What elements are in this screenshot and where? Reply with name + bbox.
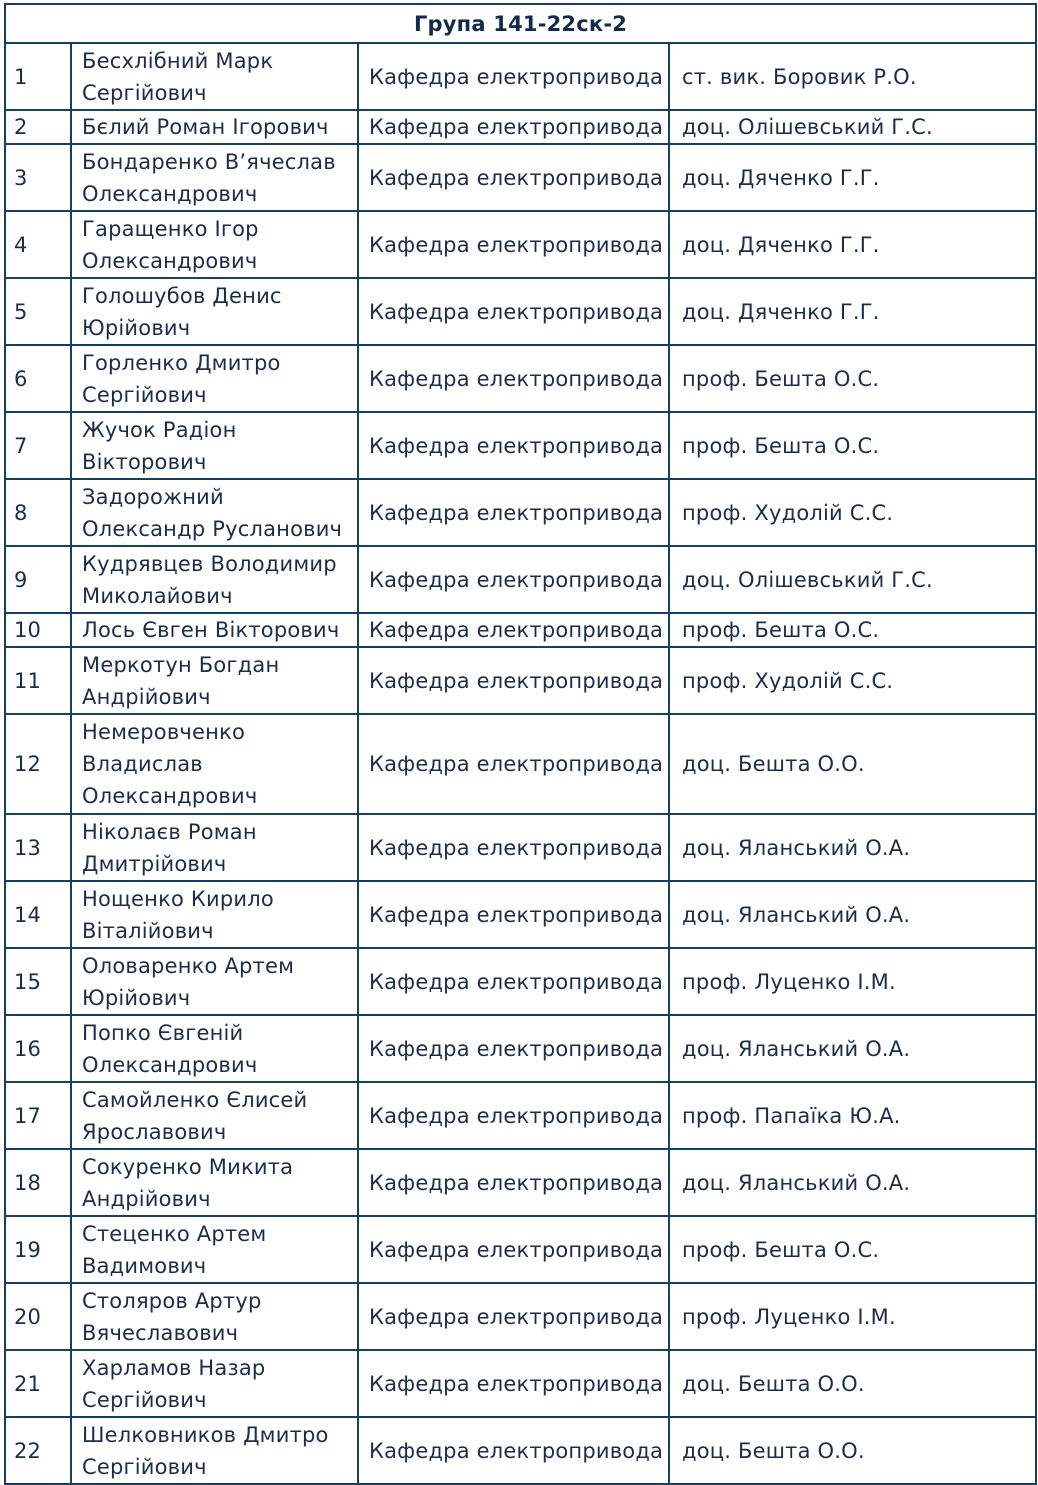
roster-sheet — [4, 3, 1035, 1485]
table-row — [5, 613, 1036, 647]
row-number: 8 — [5, 479, 71, 546]
department-name: Кафедра електропривода — [358, 144, 669, 211]
supervisor-name: проф. Худолій С.С. — [669, 479, 1036, 546]
table-row — [5, 211, 1036, 278]
row-number: 7 — [5, 412, 71, 479]
table-row — [5, 1082, 1036, 1149]
department-name: Кафедра електропривода — [358, 412, 669, 479]
row-number: 20 — [5, 1283, 71, 1350]
supervisor-name: проф. Луценко І.М. — [669, 948, 1036, 1015]
department-name: Кафедра електропривода — [358, 278, 669, 345]
supervisor-name: доц. Яланський О.А. — [669, 1149, 1036, 1216]
student-name: Харламов Назар Сергійович — [71, 1350, 358, 1417]
table-row — [5, 412, 1036, 479]
row-number: 18 — [5, 1149, 71, 1216]
supervisor-name: проф. Бешта О.С. — [669, 412, 1036, 479]
table-row — [5, 948, 1036, 1015]
row-number: 14 — [5, 881, 71, 948]
supervisor-name: ст. вик. Боровик Р.О. — [669, 43, 1036, 110]
row-number: 15 — [5, 948, 71, 1015]
student-name: Гаращенко Ігор Олександрович — [71, 211, 358, 278]
table-row — [5, 647, 1036, 714]
student-name: Немеровченко Владислав Олександрович — [71, 714, 358, 814]
supervisor-name: доц. Олішевський Г.С. — [669, 546, 1036, 613]
table-row — [5, 110, 1036, 144]
table-row — [5, 1283, 1036, 1350]
table-row — [5, 345, 1036, 412]
department-name: Кафедра електропривода — [358, 479, 669, 546]
student-name: Попко Євгеній Олександрович — [71, 1015, 358, 1082]
student-name: Лось Євген Вікторович — [71, 613, 358, 647]
row-number: 22 — [5, 1417, 71, 1484]
supervisor-name: доц. Дяченко Г.Г. — [669, 144, 1036, 211]
supervisor-name: доц. Яланський О.А. — [669, 1015, 1036, 1082]
department-name: Кафедра електропривода — [358, 714, 669, 814]
department-name: Кафедра електропривода — [358, 110, 669, 144]
supervisor-name: доц. Бешта О.О. — [669, 1350, 1036, 1417]
roster-body — [5, 43, 1036, 1484]
row-number: 10 — [5, 613, 71, 647]
row-number: 1 — [5, 43, 71, 110]
row-number: 5 — [5, 278, 71, 345]
table-row — [5, 278, 1036, 345]
supervisor-name: проф. Луценко І.М. — [669, 1283, 1036, 1350]
table-row — [5, 1350, 1036, 1417]
table-row — [5, 714, 1036, 814]
student-name: Столяров Артур Вячеславович — [71, 1283, 358, 1350]
row-number: 21 — [5, 1350, 71, 1417]
student-name: Бондаренко В’ячеслав Олександрович — [71, 144, 358, 211]
department-name: Кафедра електропривода — [358, 1015, 669, 1082]
student-name: Бєлий Роман Ігорович — [71, 110, 358, 144]
title-row — [5, 4, 1036, 43]
row-number: 12 — [5, 714, 71, 814]
supervisor-name: проф. Папаїка Ю.А. — [669, 1082, 1036, 1149]
student-name: Бесхлібний Марк Сергійович — [71, 43, 358, 110]
row-number: 9 — [5, 546, 71, 613]
student-name: Сокуренко Микита Андрійович — [71, 1149, 358, 1216]
row-number: 16 — [5, 1015, 71, 1082]
table-row — [5, 1149, 1036, 1216]
row-number: 19 — [5, 1216, 71, 1283]
table-row — [5, 1216, 1036, 1283]
student-name: Задорожний Олександр Русланович — [71, 479, 358, 546]
table-row — [5, 1015, 1036, 1082]
student-name: Оловаренко Артем Юрійович — [71, 948, 358, 1015]
row-number: 2 — [5, 110, 71, 144]
department-name: Кафедра електропривода — [358, 647, 669, 714]
table-row — [5, 1417, 1036, 1484]
table-row — [5, 43, 1036, 110]
student-name: Стеценко Артем Вадимович — [71, 1216, 358, 1283]
group-roster-table — [4, 3, 1037, 1485]
row-number: 6 — [5, 345, 71, 412]
supervisor-name: доц. Олішевський Г.С. — [669, 110, 1036, 144]
department-name: Кафедра електропривода — [358, 1082, 669, 1149]
group-title: Група 141-22ск-2 — [5, 4, 1036, 43]
table-row — [5, 546, 1036, 613]
department-name: Кафедра електропривода — [358, 1350, 669, 1417]
supervisor-name: доц. Бешта О.О. — [669, 1417, 1036, 1484]
department-name: Кафедра електропривода — [358, 43, 669, 110]
student-name: Ніколаєв Роман Дмитрійович — [71, 814, 358, 881]
row-number: 3 — [5, 144, 71, 211]
table-row — [5, 881, 1036, 948]
department-name: Кафедра електропривода — [358, 1283, 669, 1350]
supervisor-name: доц. Бешта О.О. — [669, 714, 1036, 814]
department-name: Кафедра електропривода — [358, 948, 669, 1015]
row-number: 17 — [5, 1082, 71, 1149]
student-name: Меркотун Богдан Андрійович — [71, 647, 358, 714]
student-name: Жучок Радіон Вікторович — [71, 412, 358, 479]
supervisor-name: проф. Худолій С.С. — [669, 647, 1036, 714]
department-name: Кафедра електропривода — [358, 345, 669, 412]
student-name: Горленко Дмитро Сергійович — [71, 345, 358, 412]
table-row — [5, 144, 1036, 211]
row-number: 13 — [5, 814, 71, 881]
student-name: Кудрявцев Володимир Миколайович — [71, 546, 358, 613]
supervisor-name: проф. Бешта О.С. — [669, 1216, 1036, 1283]
department-name: Кафедра електропривода — [358, 1417, 669, 1484]
row-number: 4 — [5, 211, 71, 278]
supervisor-name: доц. Дяченко Г.Г. — [669, 211, 1036, 278]
student-name: Шелковников Дмитро Сергійович — [71, 1417, 358, 1484]
table-row — [5, 814, 1036, 881]
row-number: 11 — [5, 647, 71, 714]
supervisor-name: доц. Дяченко Г.Г. — [669, 278, 1036, 345]
student-name: Голошубов Денис Юрійович — [71, 278, 358, 345]
department-name: Кафедра електропривода — [358, 613, 669, 647]
table-row — [5, 479, 1036, 546]
department-name: Кафедра електропривода — [358, 211, 669, 278]
student-name: Самойленко Єлисей Ярославович — [71, 1082, 358, 1149]
supervisor-name: доц. Яланський О.А. — [669, 881, 1036, 948]
supervisor-name: доц. Яланський О.А. — [669, 814, 1036, 881]
supervisor-name: проф. Бешта О.С. — [669, 613, 1036, 647]
department-name: Кафедра електропривода — [358, 1216, 669, 1283]
department-name: Кафедра електропривода — [358, 546, 669, 613]
supervisor-name: проф. Бешта О.С. — [669, 345, 1036, 412]
department-name: Кафедра електропривода — [358, 814, 669, 881]
department-name: Кафедра електропривода — [358, 881, 669, 948]
student-name: Нощенко Кирило Віталійович — [71, 881, 358, 948]
department-name: Кафедра електропривода — [358, 1149, 669, 1216]
